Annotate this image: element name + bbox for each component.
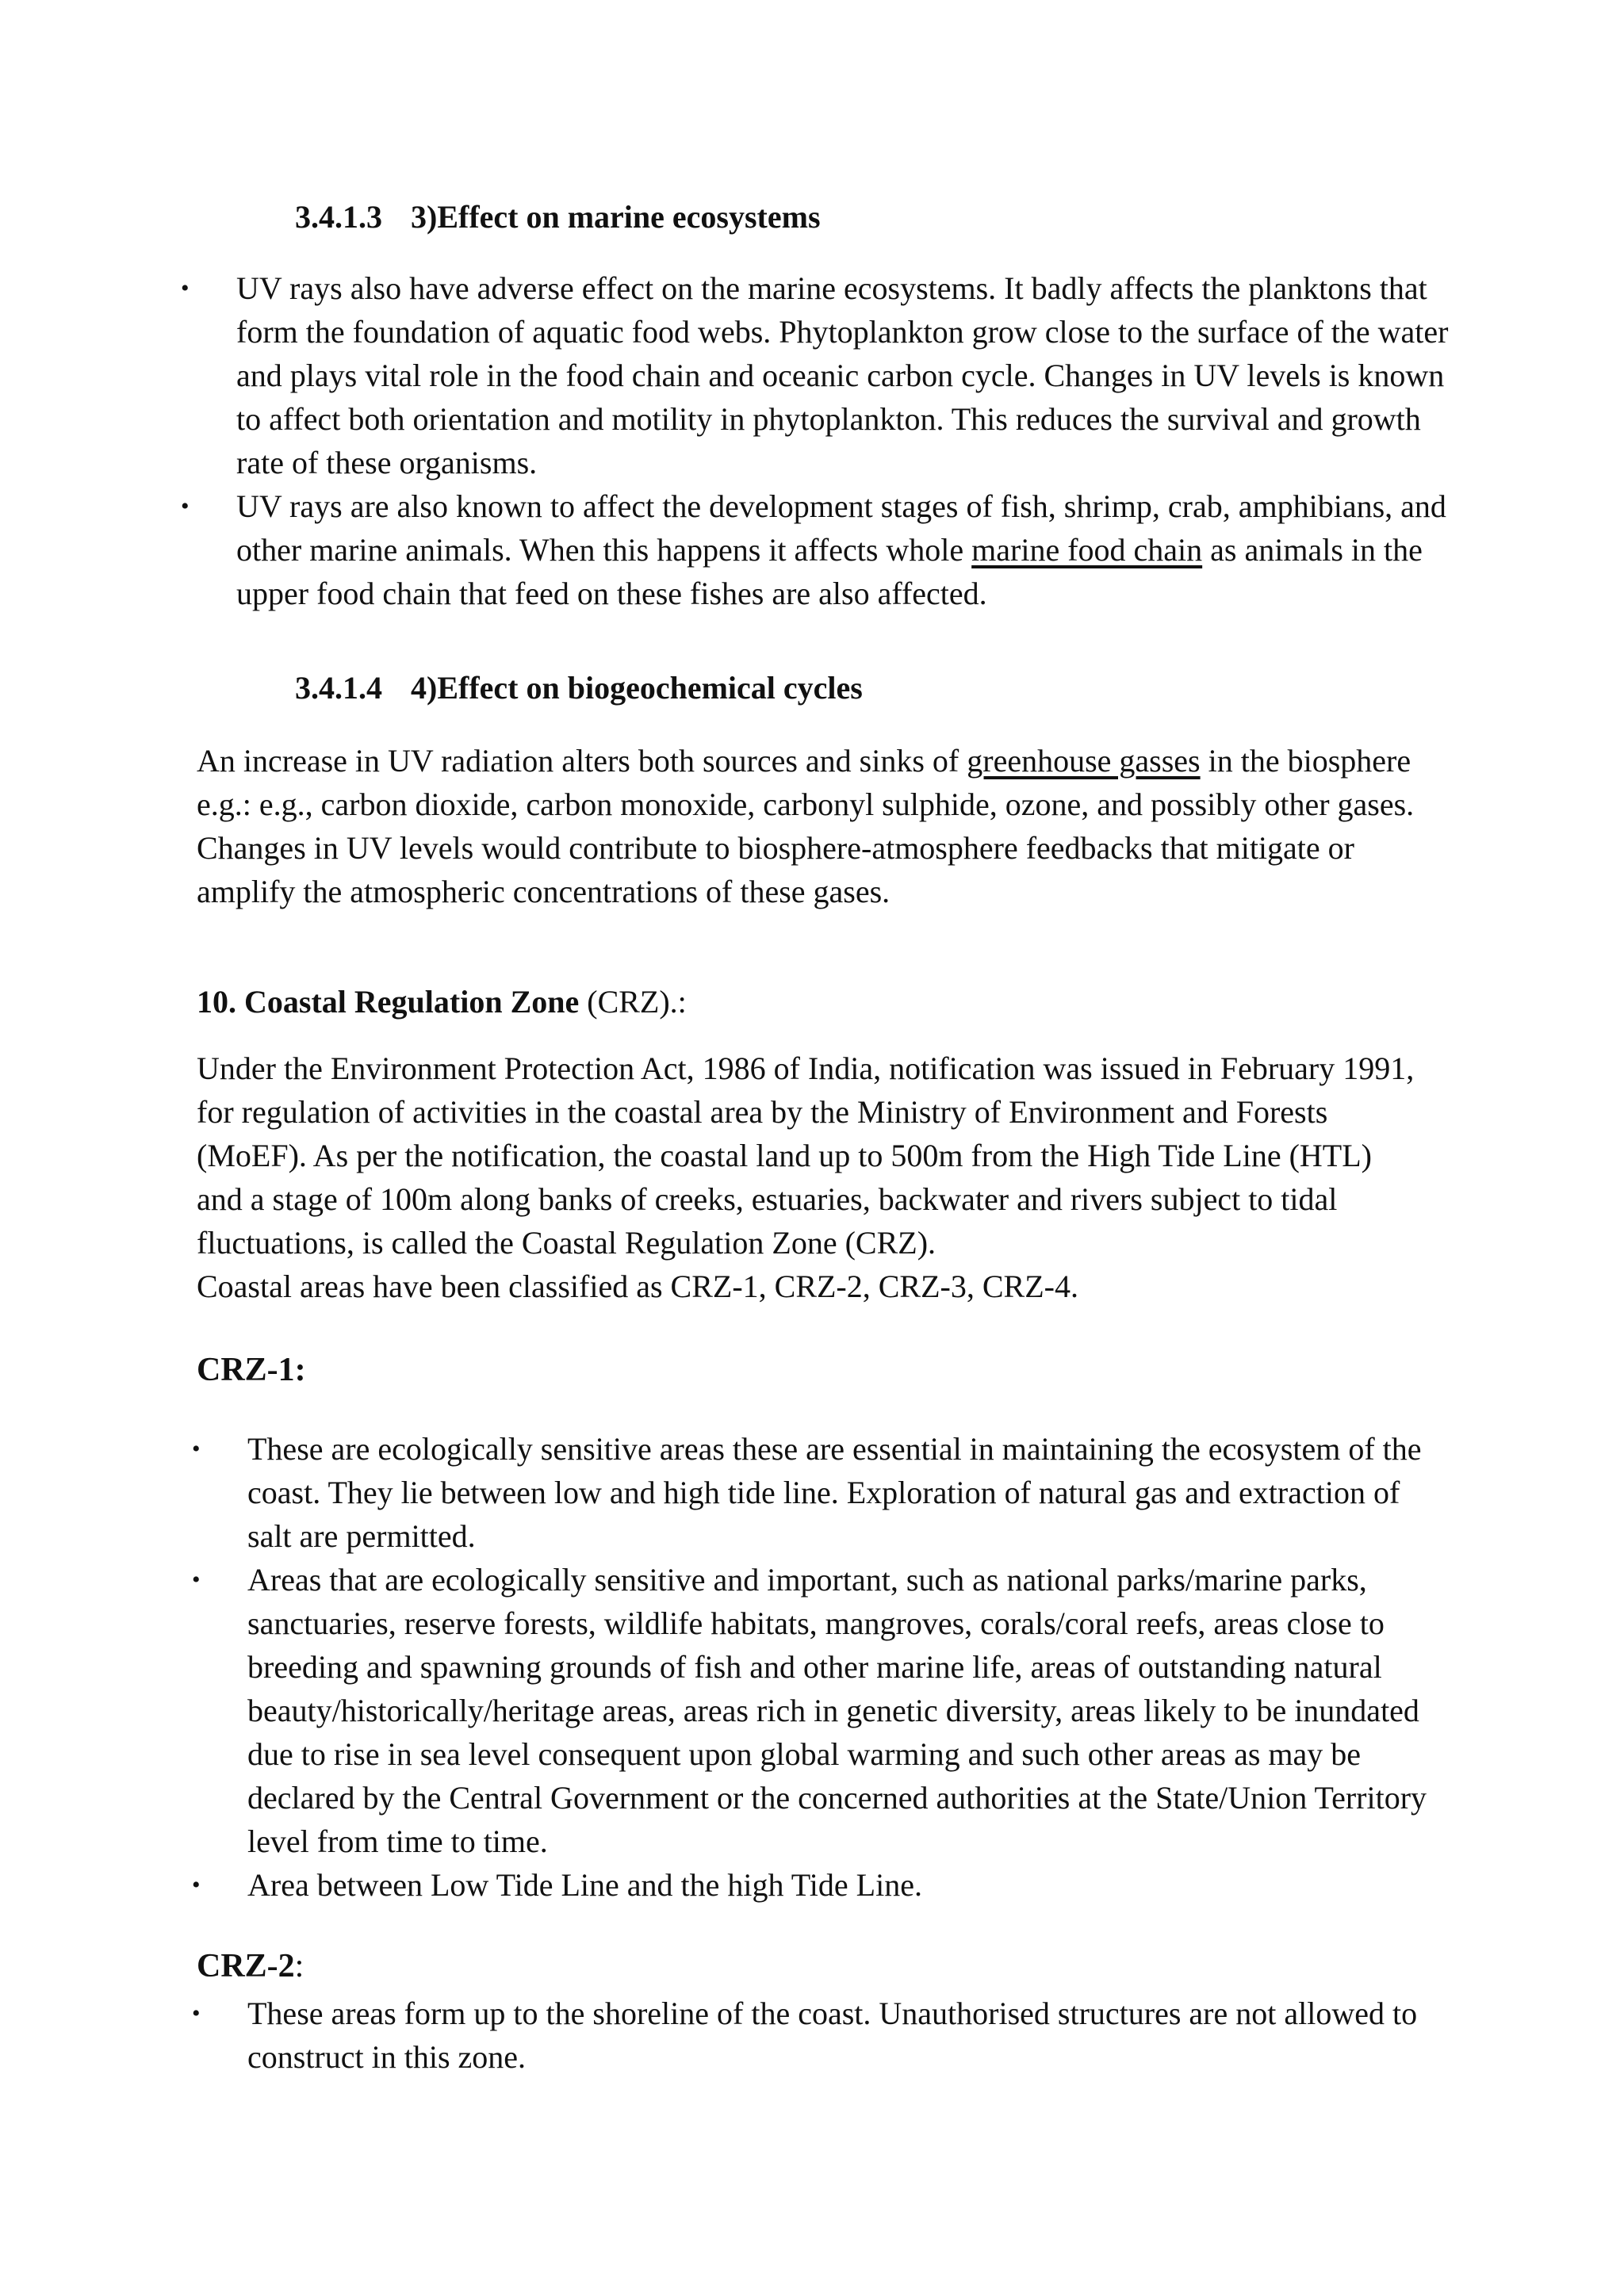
section-heading-3-4-1-4	[295, 666, 863, 710]
list-item-text-cont: as animals in the upper food chain that feed on these fishes are also affected.	[236, 532, 1423, 611]
list-item	[181, 266, 1450, 484]
bullet-icon: •	[192, 1567, 201, 1593]
bullet-icon: •	[181, 493, 190, 519]
bullet-icon: •	[181, 275, 190, 301]
list-item	[192, 1558, 1450, 1863]
crz1-heading: CRZ-1:	[197, 1352, 306, 1388]
section-heading-3-4-1-3	[295, 195, 821, 239]
section-title: 4)Effect on biogeochemical cycles	[411, 670, 863, 706]
paragraph-text-cont: in the biosphere e.g.: e.g., carbon dioxide, carbon monoxide, carbonyl sulphide, ozone, and possibly other gases. Changes in UV levels would contribute to biosphere-atmosphere feedbacks that mitigate or amplify the atmospheric concentrations of these gases.	[197, 743, 1415, 909]
list-item-text: UV rays are also known to affect the development stages of fish, shrimp, crab, amphibians, and other marine animals. When this happens it affects whole	[236, 488, 1446, 568]
crz2-list	[192, 1992, 1450, 2079]
list-item	[192, 1992, 1450, 2079]
list-item-text: These are ecologically sensitive areas these are essential in maintaining the ecosystem of the coast. They lie between low and high tide line. Exploration of natural gas and extraction of salt are permitted.	[247, 1431, 1422, 1554]
crz-classified-text: Coastal areas have been classified as CRZ-1, CRZ-2, CRZ-3, CRZ-4.	[197, 1269, 1078, 1304]
greenhouse-gasses-link[interactable]: greenhouse gasses	[967, 743, 1201, 779]
bullet-icon: •	[192, 2000, 201, 2026]
paragraph-text: An increase in UV radiation alters both sources and sinks of	[197, 743, 967, 779]
marine-food-chain-link[interactable]: marine food chain	[971, 532, 1203, 568]
list-item-text: Areas that are ecologically sensitive and important, such as national parks/marine parks, sanctuaries, reserve forests, wildlife habitats, mangroves, corals/coral reefs, areas close to breeding and spawning grounds of fish and other marine life, areas of outstanding natural beauty/historically/heritage areas, areas rich in genetic diversity, areas likely to be inundated due to rise in sea level consequent upon global warming and such other areas as may be declared by the Central Government or the concerned authorities at the State/Union Territory level from time to time.	[247, 1562, 1427, 1859]
list-item-text: Area between Low Tide Line and the high Tide Line.	[247, 1867, 922, 1903]
bullet-icon: •	[192, 1872, 201, 1898]
list-item-text: These areas form up to the shoreline of the coast. Unauthorised structures are not allowed to construct in this zone.	[247, 1996, 1418, 2075]
crz-heading-rest: (CRZ).:	[579, 984, 687, 1020]
section-number: 3.4.1.3	[295, 199, 382, 235]
list-item	[192, 1427, 1450, 1558]
crz-heading-bold: 10. Coastal Regulation Zone	[197, 984, 580, 1020]
crz-intro-text: Under the Environment Protection Act, 1986 of India, notification was issued in February 1991, for regulation of activities in the coastal area by the Ministry of Environment and Forests (MoEF). As per the notification, the coastal land up to 500m from the High Tide Line (HTL) and a stage of 100m along banks of creeks, estuaries, backwater and rivers subject to tidal fluctuations, is called the Coastal Regulation Zone (CRZ).	[197, 1050, 1415, 1261]
marine-ecosystems-list	[181, 266, 1450, 615]
crz-intro-paragraph	[197, 1047, 1418, 1308]
crz2-heading	[197, 1944, 304, 1988]
list-item	[192, 1863, 1450, 1907]
list-item-text: UV rays also have adverse effect on the marine ecosystems. It badly affects the planktons that form the foundation of aquatic food webs. Phytoplankton grow close to the surface of the water and plays vital role in the food chain and oceanic carbon cycle. Changes in UV levels is known to affect both orientation and motility in phytoplankton. This reduces the survival and growth rate of these organisms.	[236, 270, 1449, 480]
crz1-list	[192, 1427, 1450, 1907]
crz-heading	[197, 980, 687, 1024]
list-item	[181, 484, 1450, 615]
section-number: 3.4.1.4	[295, 670, 382, 706]
bullet-icon: •	[192, 1436, 201, 1462]
biogeochemical-paragraph	[197, 739, 1450, 913]
crz2-heading-bold: CRZ-2	[197, 1948, 295, 1984]
section-title: 3)Effect on marine ecosystems	[411, 199, 821, 235]
crz2-heading-rest: :	[294, 1948, 304, 1984]
